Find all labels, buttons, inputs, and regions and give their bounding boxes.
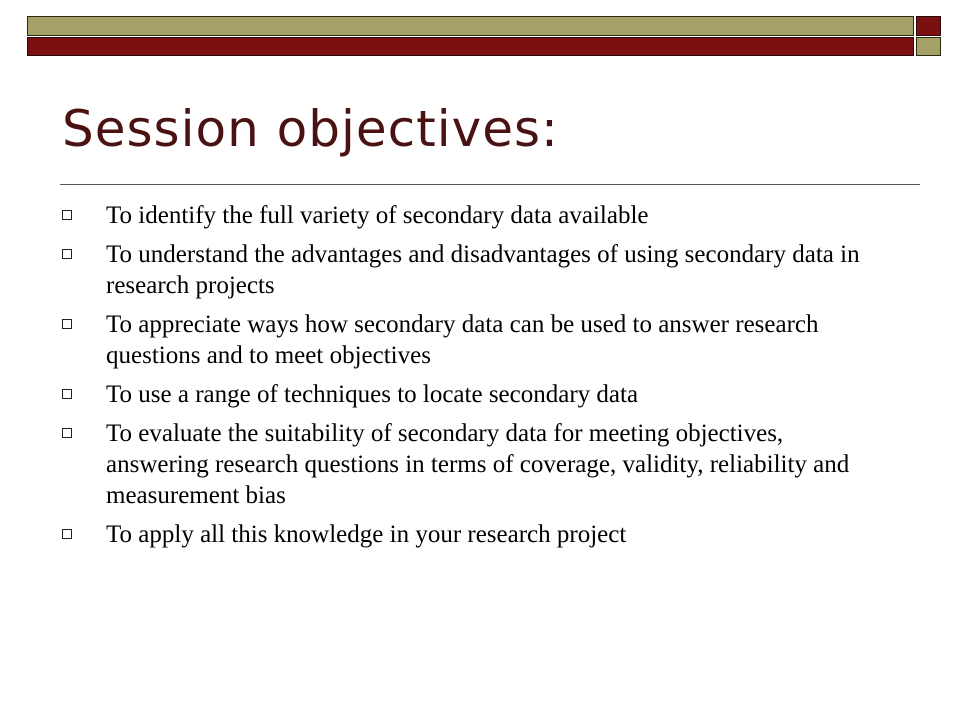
square-bullet-icon — [62, 210, 72, 220]
list-item — [62, 309, 862, 371]
bullet-text: To use a range of techniques to locate secondary data — [106, 381, 639, 408]
bullet-text: To evaluate the suitability of secondary data for meeting objectives, answering research questions in terms of coverage, validity, reliability and measurement bias — [106, 420, 850, 509]
square-bullet-icon — [62, 428, 72, 438]
objectives-list — [62, 200, 862, 558]
corner-block-olive — [916, 37, 941, 56]
square-bullet-icon — [62, 389, 72, 399]
list-item — [62, 379, 862, 410]
bullet-text: To identify the full variety of secondary data available — [106, 202, 649, 229]
bullet-text: To apply all this knowledge in your research project — [106, 521, 627, 548]
list-item — [62, 418, 862, 511]
header-bar-maroon — [27, 37, 914, 56]
list-item — [62, 519, 862, 550]
list-item — [62, 239, 862, 301]
list-item — [62, 200, 862, 231]
bullet-text: To understand the advantages and disadvantages of using secondary data in research projects — [106, 241, 860, 299]
square-bullet-icon — [62, 249, 72, 259]
square-bullet-icon — [62, 319, 72, 329]
square-bullet-icon — [62, 529, 72, 539]
bullet-text: To appreciate ways how secondary data can be used to answer research questions and to meet objectives — [106, 311, 819, 369]
title-divider — [60, 184, 920, 185]
header-bar-olive — [27, 16, 914, 36]
corner-block-maroon — [916, 16, 941, 36]
slide-title: Session objectives: — [62, 100, 559, 158]
